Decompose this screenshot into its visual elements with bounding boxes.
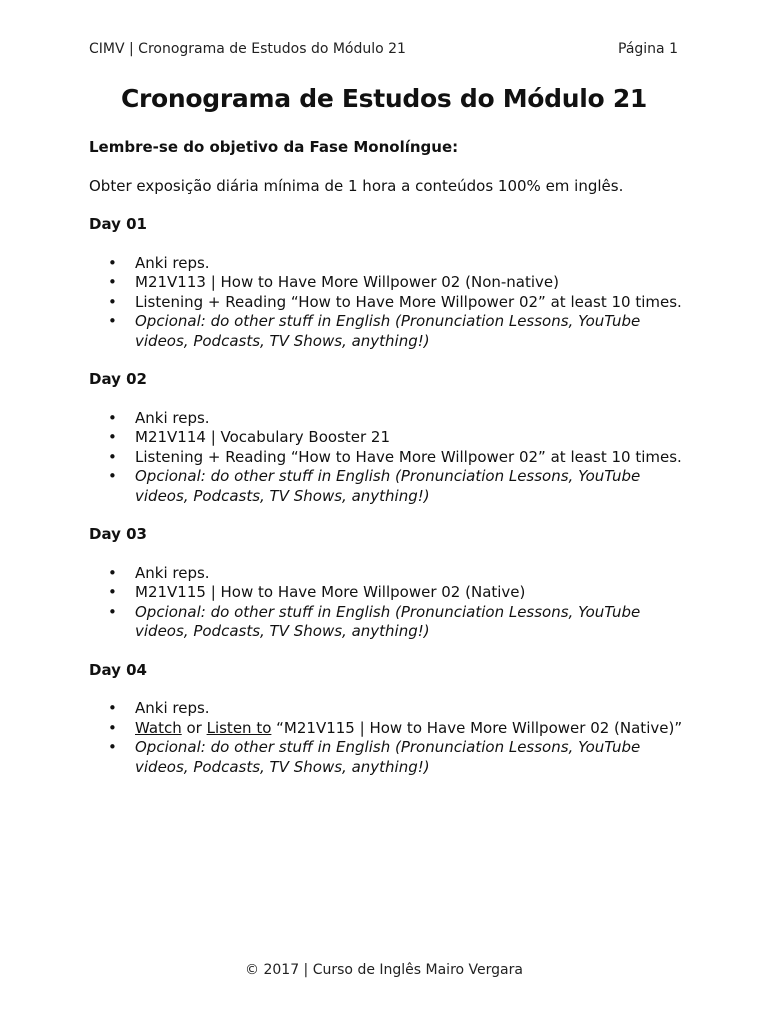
goal-text: Obter exposição diária mínima de 1 hora a conteúdos 100% em inglês.: [89, 176, 624, 195]
page-header: [89, 41, 678, 57]
optional-item: • Opcional: do other stuff in English (Pronunciation Lessons, YouTube videos, Podcasts, TV Shows, anything!): [135, 603, 689, 642]
day-heading: Day 02: [89, 370, 147, 388]
task-list: [89, 254, 689, 352]
document-body: [89, 138, 689, 796]
list-item: • M21V113 | How to Have More Willpower 02 (Non-native): [135, 273, 689, 293]
task-list: [89, 409, 689, 507]
list-item: • Anki reps.: [135, 254, 689, 274]
or-text: or: [181, 718, 207, 737]
optional-item: • Opcional: do other stuff in English (Pronunciation Lessons, YouTube videos, Podcasts, TV Shows, anything!): [135, 467, 689, 506]
listen-link[interactable]: Listen to: [206, 718, 272, 737]
day-heading: Day 03: [89, 525, 147, 543]
task-list: [89, 564, 689, 642]
list-item: • Listening + Reading “How to Have More Willpower 02” at least 10 times.: [135, 293, 689, 313]
day-heading: Day 04: [89, 660, 147, 679]
reminder-heading: Lembre-se do objetivo da Fase Monolíngue:: [89, 138, 459, 156]
optional-item: • Opcional: do other stuff in English (Pronunciation Lessons, YouTube videos, Podcasts, TV Shows, anything!): [135, 312, 689, 351]
page-number: Página 1: [618, 41, 678, 57]
day-heading: Day 01: [89, 215, 147, 233]
watch-link[interactable]: Watch: [135, 718, 182, 737]
list-item: • Anki reps.: [135, 699, 689, 719]
list-item: • Anki reps.: [135, 564, 689, 584]
document-title: Cronograma de Estudos do Módulo 21: [120, 84, 648, 113]
list-item: • M21V115 | How to Have More Willpower 02 (Native): [135, 583, 689, 603]
list-item: [135, 719, 689, 739]
list-item: • Anki reps.: [135, 409, 689, 429]
list-item: • Listening + Reading “How to Have More Willpower 02” at least 10 times.: [135, 448, 689, 468]
page-footer: © 2017 | Curso de Inglês Mairo Vergara: [245, 962, 523, 978]
list-item: • M21V114 | Vocabulary Booster 21: [135, 428, 689, 448]
optional-item: • Opcional: do other stuff in English (Pronunciation Lessons, YouTube videos, Podcasts, TV Shows, anything!): [135, 738, 689, 777]
task-text: “M21V115 | How to Have More Willpower 02 (Native)”: [271, 718, 683, 737]
header-title: CIMV | Cronograma de Estudos do Módulo 21: [89, 41, 406, 57]
task-list: [89, 699, 689, 777]
